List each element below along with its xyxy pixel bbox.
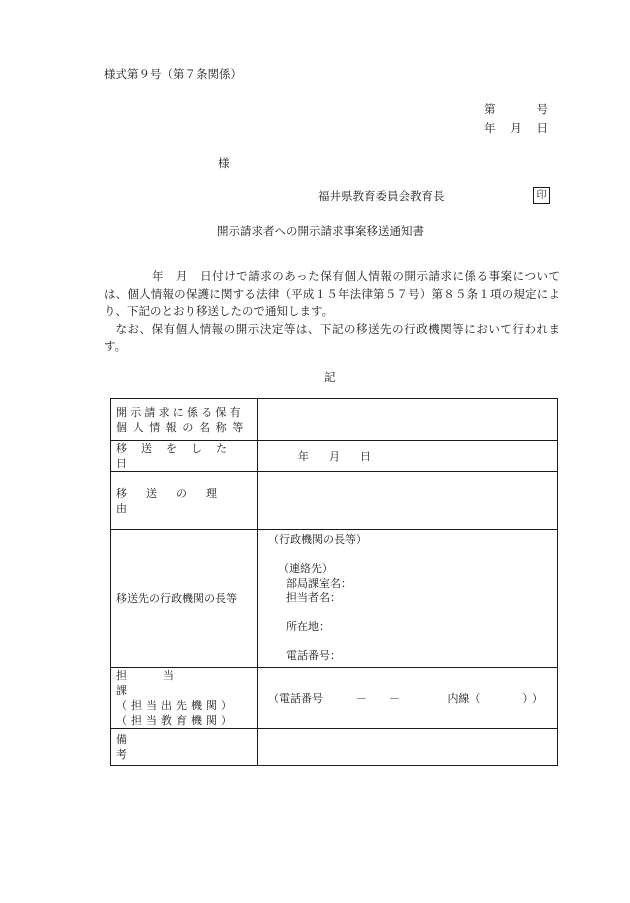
phone-dash-2: － <box>388 691 400 705</box>
body-paragraph-1: 年 月 日付けで請求のあった保有個人情報の開示請求に係る事案については、個人情報の保護に関する法律（平成１５年法律第５７号）第８５条１項の規定により、下記のとおり移送したので通知します。 <box>104 269 560 318</box>
date-day: 日 <box>360 450 371 463</box>
extension-label: 内線（ <box>447 691 481 705</box>
label-destination-agency: 移送先の行政機関の長等 <box>111 530 258 668</box>
document-number <box>484 104 548 116</box>
phone-dash-1: － <box>355 691 367 705</box>
contact-label: （連絡先） <box>278 562 333 575</box>
date-year: 年 <box>298 450 309 463</box>
label-line: 開示請求に係る保有 <box>116 405 244 419</box>
label-remarks: 備考 <box>111 728 258 765</box>
ki-heading: 記 <box>324 370 336 384</box>
table-row <box>111 399 558 441</box>
dept-name-label: 部局課室名： <box>286 576 352 590</box>
phone-open: （電話番号 <box>268 691 323 705</box>
body-text <box>104 268 560 356</box>
table-row <box>111 667 558 728</box>
document-date <box>484 123 548 135</box>
date-month: 月 <box>510 121 522 135</box>
phone-close: ）） <box>522 691 547 705</box>
label-responsible-section: 担当課 （担当出先機関） （担当教育機関） <box>111 667 258 728</box>
label-transfer-reason: 移送の理由 <box>111 472 258 530</box>
table-row <box>111 728 558 765</box>
table-row <box>111 472 558 530</box>
table-row <box>111 441 558 472</box>
agency-head: （行政機関の長等） <box>268 533 367 546</box>
value-destination-agency[interactable] <box>258 530 558 668</box>
seal-stamp: 印 <box>533 187 550 204</box>
date-month: 月 <box>329 450 340 463</box>
value-personal-info-name[interactable] <box>258 399 558 441</box>
phone-label: 電話番号： <box>286 649 341 662</box>
addressee: 様 <box>218 156 230 170</box>
transfer-details-table <box>110 398 558 766</box>
date-year: 年 <box>484 121 496 135</box>
doc-number-prefix: 第 <box>484 102 496 116</box>
address-label: 所在地： <box>286 620 330 633</box>
label-transfer-date: 移送をした日 <box>111 441 258 472</box>
label-line: 個人情報の名称等 <box>116 420 249 434</box>
value-transfer-reason[interactable] <box>258 472 558 530</box>
sender-name: 福井県教育委員会教育長 <box>318 189 445 203</box>
document-title: 開示請求者への開示請求事案移送通知書 <box>217 224 424 238</box>
form-number: 様式第９号（第７条関係） <box>104 67 242 81</box>
body-paragraph-2: なお、保有個人情報の開示決定等は、下記の移送先の行政機関等において行われます。 <box>104 321 560 353</box>
table-row <box>111 530 558 668</box>
person-name-label: 担当者名： <box>286 591 341 604</box>
label-personal-info-name <box>111 399 258 441</box>
value-responsible-section[interactable] <box>258 667 558 728</box>
doc-number-suffix: 号 <box>536 102 548 116</box>
value-transfer-date[interactable] <box>258 441 558 472</box>
date-day: 日 <box>536 121 548 135</box>
value-remarks[interactable] <box>258 728 558 765</box>
